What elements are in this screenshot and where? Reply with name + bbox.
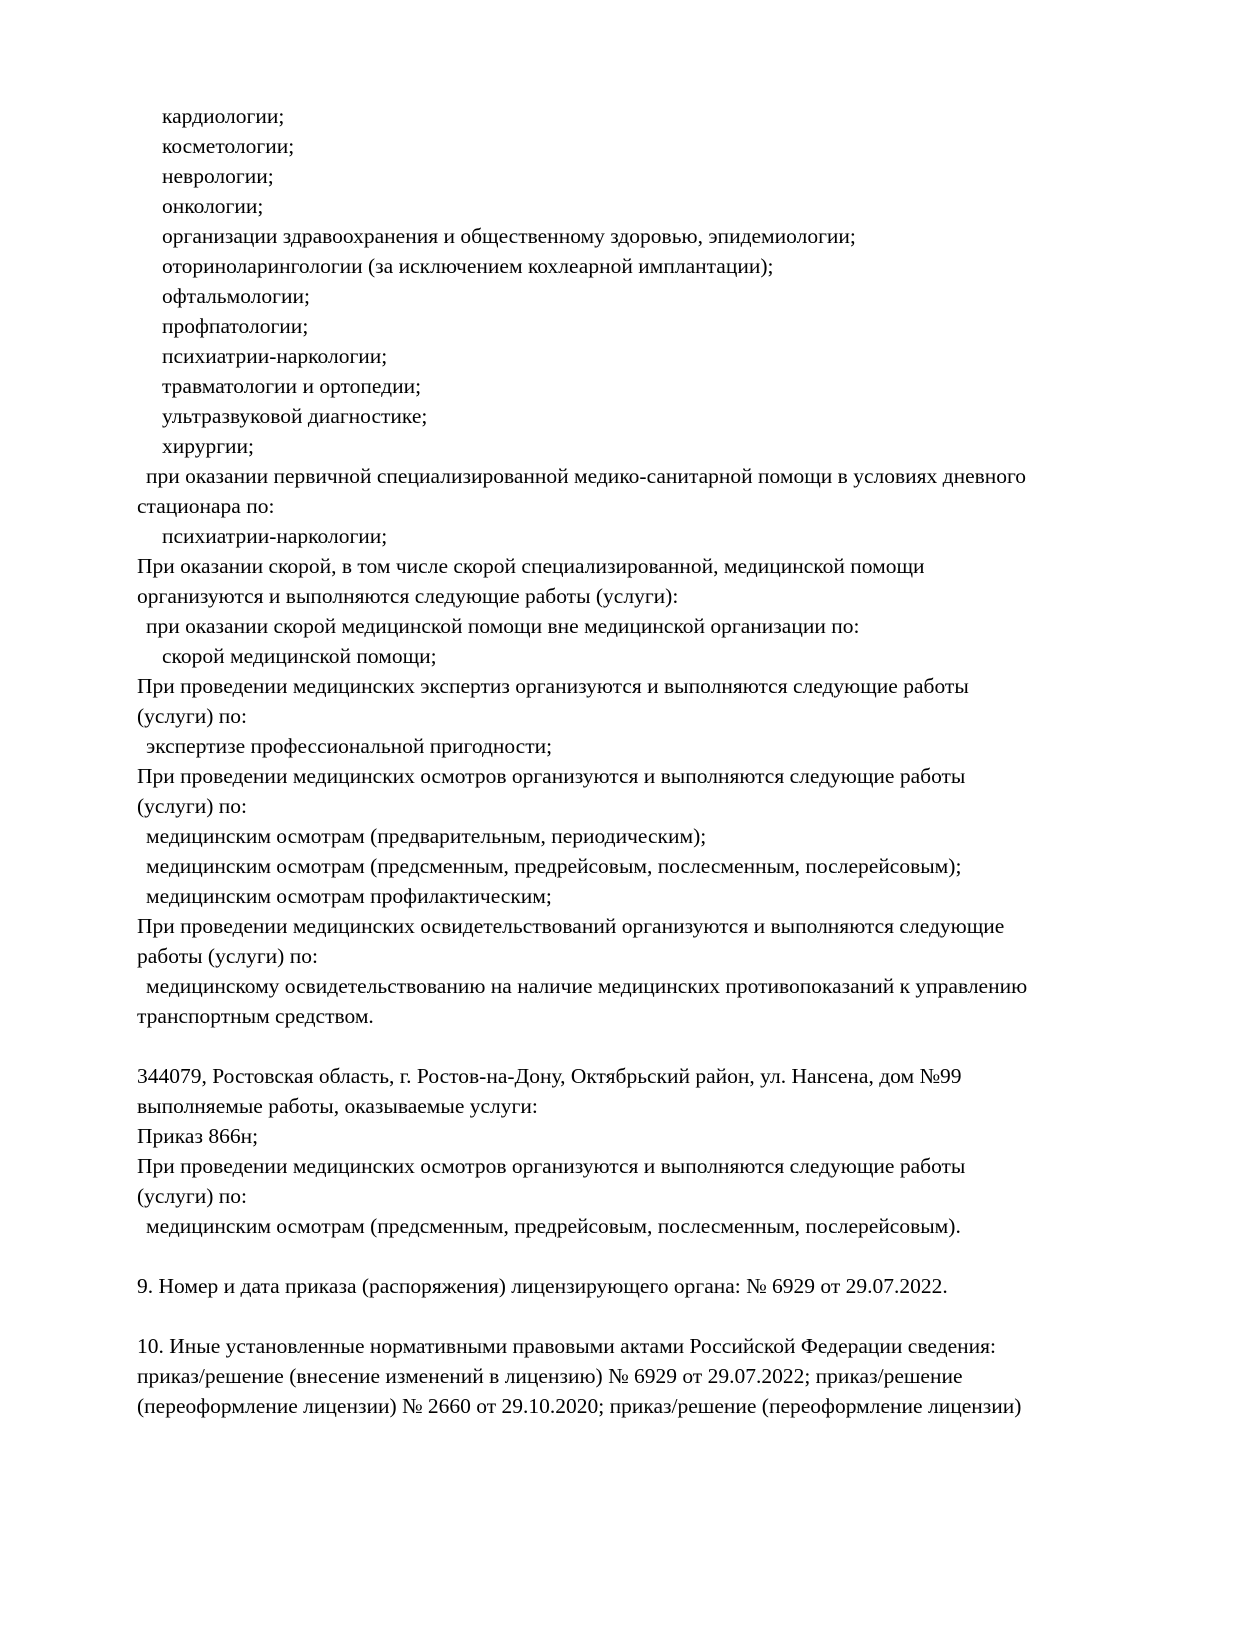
document-line: травматологии и ортопедии; xyxy=(162,374,422,398)
document-line: (услуги) по: xyxy=(137,704,248,728)
document-line: кардиологии; xyxy=(162,104,285,128)
document-line: Приказ 866н; xyxy=(137,1124,259,1148)
document-line: При проведении медицинских освидетельствований организуются и выполняются следующие xyxy=(137,914,1005,938)
document-line: медицинским осмотрам (предсменным, предрейсовым, послесменным, послерейсовым); xyxy=(146,854,962,878)
document-line: 9. Номер и дата приказа (распоряжения) лицензирующего органа: № 6929 от 29.07.2022. xyxy=(137,1274,948,1298)
document-line: при оказании первичной специализированной медико-санитарной помощи в условиях дневного xyxy=(146,464,1027,488)
document-line: оториноларингологии (за исключением кохлеарной имплантации); xyxy=(162,254,774,278)
document-body xyxy=(137,101,1137,1421)
document-line: (услуги) по: xyxy=(137,1184,248,1208)
document-line: медицинским осмотрам (предсменным, предрейсовым, послесменным, послерейсовым). xyxy=(146,1214,961,1238)
document-line: психиатрии-наркологии; xyxy=(162,524,388,548)
document-line: профпатологии; xyxy=(162,314,309,338)
document-line: 10. Иные установленные нормативными правовыми актами Российской Федерации сведения: xyxy=(137,1334,996,1358)
blank-line xyxy=(137,1031,1137,1061)
document-line: (услуги) по: xyxy=(137,794,248,818)
document-line: приказ/решение (внесение изменений в лицензию) № 6929 от 29.07.2022; приказ/решение xyxy=(137,1364,963,1388)
document-line: При проведении медицинских экспертиз организуются и выполняются следующие работы xyxy=(137,674,969,698)
document-line: 344079, Ростовская область, г. Ростов-на-Дону, Октябрьский район, ул. Нансена, дом №99 xyxy=(137,1064,962,1088)
document-line: (переоформление лицензии) № 2660 от 29.10.2020; приказ/решение (переоформление лицензии) xyxy=(137,1394,1022,1418)
document-line: неврологии; xyxy=(162,164,274,188)
document-line: работы (услуги) по: xyxy=(137,944,318,968)
document-line: организации здравоохранения и общественному здоровью, эпидемиологии; xyxy=(162,224,856,248)
document-line: медицинским осмотрам профилактическим; xyxy=(146,884,552,908)
blank-line xyxy=(137,1241,1137,1271)
document-line: косметологии; xyxy=(162,134,295,158)
document-line: организуются и выполняются следующие работы (услуги): xyxy=(137,584,679,608)
document-line: выполняемые работы, оказываемые услуги: xyxy=(137,1094,538,1118)
document-line: стационара по: xyxy=(137,494,275,518)
document-line: офтальмологии; xyxy=(162,284,310,308)
document-line: скорой медицинской помощи; xyxy=(162,644,437,668)
document-line: транспортным средством. xyxy=(137,1004,374,1028)
document-line: При проведении медицинских осмотров организуются и выполняются следующие работы xyxy=(137,1154,966,1178)
document-line: экспертизе профессиональной пригодности; xyxy=(146,734,553,758)
blank-line xyxy=(137,1301,1137,1331)
document-line: При проведении медицинских осмотров организуются и выполняются следующие работы xyxy=(137,764,966,788)
document-line: хирургии; xyxy=(162,434,255,458)
document-line: ультразвуковой диагностике; xyxy=(162,404,428,428)
document-line: психиатрии-наркологии; xyxy=(162,344,388,368)
document-line: При оказании скорой, в том числе скорой специализированной, медицинской помощи xyxy=(137,554,925,578)
document-line: медицинским осмотрам (предварительным, периодическим); xyxy=(146,824,707,848)
document-line: при оказании скорой медицинской помощи вне медицинской организации по: xyxy=(146,614,860,638)
document-line: медицинскому освидетельствованию на наличие медицинских противопоказаний к управлению xyxy=(146,974,1028,998)
document-line: онкологии; xyxy=(162,194,264,218)
